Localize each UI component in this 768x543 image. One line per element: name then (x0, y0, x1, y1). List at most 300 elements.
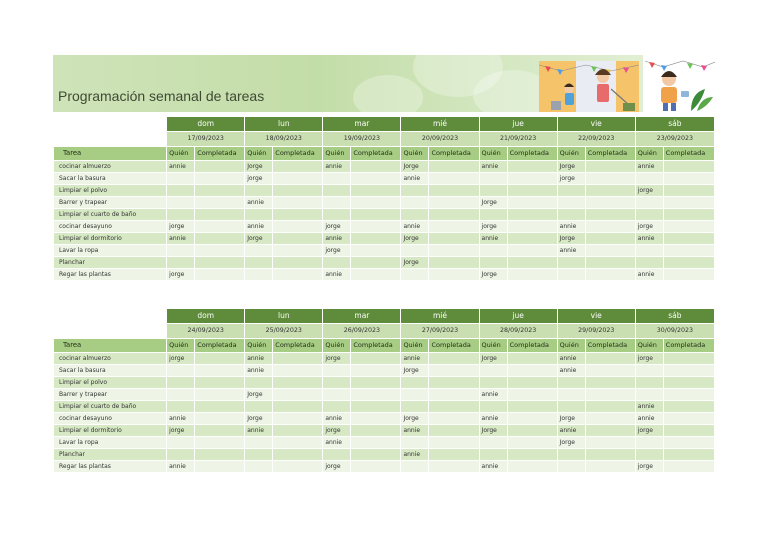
completed-cell[interactable] (429, 221, 479, 233)
completed-cell[interactable] (585, 245, 635, 257)
assignee-cell[interactable] (323, 401, 351, 413)
assignee-cell[interactable] (245, 209, 273, 221)
assignee-cell[interactable]: annie (401, 449, 429, 461)
completed-cell[interactable] (273, 161, 323, 173)
completed-cell[interactable] (507, 209, 557, 221)
completed-cell[interactable] (273, 185, 323, 197)
assignee-cell[interactable] (167, 185, 195, 197)
completed-cell[interactable] (663, 437, 714, 449)
completed-cell[interactable] (663, 449, 714, 461)
completed-cell[interactable] (429, 401, 479, 413)
assignee-cell[interactable]: annie (635, 161, 663, 173)
completed-cell[interactable] (507, 425, 557, 437)
completed-cell[interactable] (585, 425, 635, 437)
completed-cell[interactable] (351, 209, 401, 221)
assignee-cell[interactable] (479, 173, 507, 185)
assignee-cell[interactable] (635, 197, 663, 209)
completed-cell[interactable] (663, 173, 714, 185)
week-table-1 (53, 116, 715, 281)
completed-cell[interactable] (273, 413, 323, 425)
assignee-cell[interactable]: Jorge (557, 233, 585, 245)
completed-cell[interactable] (273, 377, 323, 389)
assignee-cell[interactable]: annie (245, 221, 273, 233)
assignee-cell[interactable] (167, 377, 195, 389)
assignee-cell[interactable] (167, 401, 195, 413)
assignee-cell[interactable]: annie (401, 353, 429, 365)
completed-cell[interactable] (429, 437, 479, 449)
assignee-cell[interactable] (323, 173, 351, 185)
assignee-cell[interactable] (167, 257, 195, 269)
completed-cell[interactable] (663, 185, 714, 197)
assignee-cell[interactable] (167, 365, 195, 377)
assignee-cell[interactable]: Jorge (401, 365, 429, 377)
completed-cell[interactable] (429, 185, 479, 197)
task-name-cell: Barrer y trapear (54, 389, 167, 401)
task-name-cell: Lavar la ropa (54, 437, 167, 449)
completed-cell[interactable] (351, 413, 401, 425)
completed-cell[interactable] (585, 257, 635, 269)
completed-cell[interactable] (585, 437, 635, 449)
assignee-cell[interactable] (401, 209, 429, 221)
assignee-cell[interactable]: annie (635, 401, 663, 413)
assignee-cell[interactable] (401, 245, 429, 257)
assignee-cell[interactable] (245, 185, 273, 197)
assignee-cell[interactable]: annie (557, 365, 585, 377)
completed-cell[interactable] (429, 233, 479, 245)
completed-cell[interactable] (663, 209, 714, 221)
completed-cell[interactable] (507, 401, 557, 413)
completed-cell[interactable] (663, 161, 714, 173)
completed-cell[interactable] (429, 257, 479, 269)
completed-cell[interactable] (351, 449, 401, 461)
completed-cell[interactable] (585, 449, 635, 461)
assignee-cell[interactable] (635, 389, 663, 401)
assignee-cell[interactable]: jorge (167, 221, 195, 233)
completed-cell[interactable] (195, 377, 245, 389)
assignee-cell[interactable] (323, 209, 351, 221)
completed-cell[interactable] (429, 269, 479, 281)
assignee-cell[interactable] (245, 437, 273, 449)
assignee-cell[interactable]: jorge (323, 461, 351, 473)
completed-cell[interactable] (273, 209, 323, 221)
assignee-cell[interactable] (479, 209, 507, 221)
assignee-cell[interactable]: annie (557, 221, 585, 233)
assignee-cell[interactable] (479, 365, 507, 377)
task-rows (54, 161, 715, 281)
assignee-cell[interactable]: annie (401, 221, 429, 233)
assignee-cell[interactable] (479, 377, 507, 389)
assignee-cell[interactable] (245, 269, 273, 281)
completed-cell[interactable] (273, 197, 323, 209)
completed-cell[interactable] (429, 245, 479, 257)
completed-cell[interactable] (585, 209, 635, 221)
assignee-cell[interactable]: jorge (323, 425, 351, 437)
assignee-cell[interactable] (167, 173, 195, 185)
completed-cell[interactable] (507, 221, 557, 233)
assignee-cell[interactable] (245, 257, 273, 269)
assignee-cell[interactable]: jorge (167, 269, 195, 281)
completed-cell[interactable] (195, 269, 245, 281)
completed-cell[interactable] (585, 365, 635, 377)
completed-cell[interactable] (351, 353, 401, 365)
assignee-cell[interactable] (401, 185, 429, 197)
assignee-cell[interactable]: annie (245, 365, 273, 377)
completed-cell[interactable] (663, 401, 714, 413)
who-column-header: Quién (557, 147, 585, 161)
assignee-cell[interactable] (245, 377, 273, 389)
assignee-cell[interactable] (323, 449, 351, 461)
completed-cell[interactable] (273, 245, 323, 257)
completed-cell[interactable] (507, 353, 557, 365)
assignee-cell[interactable]: jorge (167, 353, 195, 365)
completed-cell[interactable] (507, 377, 557, 389)
assignee-cell[interactable] (479, 245, 507, 257)
date-cell: 23/09/2023 (635, 132, 714, 147)
completed-cell[interactable] (429, 425, 479, 437)
assignee-cell[interactable] (323, 365, 351, 377)
assignee-cell[interactable] (557, 209, 585, 221)
completed-cell[interactable] (663, 365, 714, 377)
assignee-cell[interactable] (635, 209, 663, 221)
completed-cell[interactable] (585, 185, 635, 197)
assignee-cell[interactable]: Jorge (479, 425, 507, 437)
assignee-cell[interactable] (401, 389, 429, 401)
assignee-cell[interactable] (167, 437, 195, 449)
assignee-cell[interactable]: annie (323, 233, 351, 245)
assignee-cell[interactable]: annie (167, 161, 195, 173)
table-row (54, 413, 715, 425)
completed-cell[interactable] (351, 245, 401, 257)
done-column-header: Completada (195, 339, 245, 353)
assignee-cell[interactable]: annie (557, 245, 585, 257)
assignee-cell[interactable] (557, 401, 585, 413)
table-row (54, 353, 715, 365)
completed-cell[interactable] (351, 461, 401, 473)
completed-cell[interactable] (585, 389, 635, 401)
completed-cell[interactable] (351, 257, 401, 269)
assignee-cell[interactable]: Jorge (401, 413, 429, 425)
blank-cell (54, 324, 167, 339)
completed-cell[interactable] (273, 173, 323, 185)
assignee-cell[interactable]: annie (167, 461, 195, 473)
assignee-cell[interactable]: annie (479, 461, 507, 473)
completed-cell[interactable] (663, 245, 714, 257)
assignee-cell[interactable] (557, 389, 585, 401)
completed-cell[interactable] (195, 461, 245, 473)
assignee-cell[interactable]: annie (245, 197, 273, 209)
assignee-cell[interactable]: jorge (167, 425, 195, 437)
completed-cell[interactable] (507, 173, 557, 185)
completed-cell[interactable] (663, 221, 714, 233)
completed-cell[interactable] (273, 365, 323, 377)
completed-cell[interactable] (585, 377, 635, 389)
assignee-cell[interactable] (323, 197, 351, 209)
assignee-cell[interactable] (557, 461, 585, 473)
completed-cell[interactable] (585, 461, 635, 473)
assignee-cell[interactable] (479, 437, 507, 449)
completed-cell[interactable] (507, 413, 557, 425)
assignee-cell[interactable]: jorge (323, 353, 351, 365)
assignee-cell[interactable] (635, 437, 663, 449)
completed-cell[interactable] (585, 233, 635, 245)
completed-cell[interactable] (507, 269, 557, 281)
assignee-cell[interactable]: annie (323, 413, 351, 425)
assignee-cell[interactable] (167, 197, 195, 209)
completed-cell[interactable] (351, 425, 401, 437)
completed-cell[interactable] (585, 401, 635, 413)
assignee-cell[interactable]: annie (635, 269, 663, 281)
assignee-cell[interactable] (401, 269, 429, 281)
assignee-cell[interactable]: jorge (323, 221, 351, 233)
column-header-row (54, 147, 715, 161)
completed-cell[interactable] (273, 461, 323, 473)
assignee-cell[interactable]: Jorge (245, 389, 273, 401)
assignee-cell[interactable]: annie (401, 173, 429, 185)
completed-cell[interactable] (585, 269, 635, 281)
day-header: sáb (635, 309, 714, 324)
completed-cell[interactable] (429, 377, 479, 389)
completed-cell[interactable] (429, 413, 479, 425)
completed-cell[interactable] (663, 269, 714, 281)
completed-cell[interactable] (195, 365, 245, 377)
assignee-cell[interactable] (635, 257, 663, 269)
assignee-cell[interactable]: annie (401, 425, 429, 437)
assignee-cell[interactable] (557, 185, 585, 197)
completed-cell[interactable] (429, 449, 479, 461)
completed-cell[interactable] (663, 389, 714, 401)
completed-cell[interactable] (195, 161, 245, 173)
completed-cell[interactable] (351, 173, 401, 185)
assignee-cell[interactable]: jorge (557, 173, 585, 185)
assignee-cell[interactable] (479, 449, 507, 461)
assignee-cell[interactable]: Jorge (557, 437, 585, 449)
completed-cell[interactable] (429, 209, 479, 221)
assignee-cell[interactable]: annie (479, 161, 507, 173)
completed-cell[interactable] (663, 377, 714, 389)
assignee-cell[interactable] (479, 401, 507, 413)
assignee-cell[interactable] (635, 245, 663, 257)
completed-cell[interactable] (195, 401, 245, 413)
done-column-header: Completada (507, 339, 557, 353)
assignee-cell[interactable]: Jorge (401, 233, 429, 245)
assignee-cell[interactable]: jorge (245, 173, 273, 185)
completed-cell[interactable] (195, 197, 245, 209)
completed-cell[interactable] (429, 353, 479, 365)
completed-cell[interactable] (663, 413, 714, 425)
assignee-cell[interactable]: jorge (635, 221, 663, 233)
completed-cell[interactable] (429, 197, 479, 209)
assignee-cell[interactable] (635, 377, 663, 389)
assignee-cell[interactable]: jorge (635, 425, 663, 437)
completed-cell[interactable] (195, 221, 245, 233)
completed-cell[interactable] (195, 257, 245, 269)
date-cell: 17/09/2023 (167, 132, 245, 147)
assignee-cell[interactable]: jorge (635, 185, 663, 197)
assignee-cell[interactable]: Jorge (557, 161, 585, 173)
assignee-cell[interactable]: annie (557, 425, 585, 437)
assignee-cell[interactable]: annie (323, 161, 351, 173)
completed-cell[interactable] (585, 221, 635, 233)
completed-cell[interactable] (273, 353, 323, 365)
table-row (54, 161, 715, 173)
assignee-cell[interactable] (323, 185, 351, 197)
assignee-cell[interactable]: jorge (479, 221, 507, 233)
assignee-cell[interactable]: annie (557, 353, 585, 365)
completed-cell[interactable] (195, 437, 245, 449)
completed-cell[interactable] (273, 401, 323, 413)
completed-cell[interactable] (585, 197, 635, 209)
assignee-cell[interactable] (557, 197, 585, 209)
assignee-cell[interactable]: annie (479, 389, 507, 401)
completed-cell[interactable] (351, 437, 401, 449)
completed-cell[interactable] (351, 365, 401, 377)
completed-cell[interactable] (273, 425, 323, 437)
date-cell: 30/09/2023 (635, 324, 714, 339)
completed-cell[interactable] (507, 185, 557, 197)
completed-cell[interactable] (351, 401, 401, 413)
completed-cell[interactable] (351, 233, 401, 245)
assignee-cell[interactable]: Jorge (479, 353, 507, 365)
assignee-cell[interactable] (401, 197, 429, 209)
assignee-cell[interactable] (635, 449, 663, 461)
completed-cell[interactable] (273, 257, 323, 269)
completed-cell[interactable] (195, 173, 245, 185)
completed-cell[interactable] (273, 221, 323, 233)
completed-cell[interactable] (585, 161, 635, 173)
completed-cell[interactable] (351, 221, 401, 233)
assignee-cell[interactable] (323, 377, 351, 389)
completed-cell[interactable] (195, 233, 245, 245)
completed-cell[interactable] (429, 389, 479, 401)
completed-cell[interactable] (429, 461, 479, 473)
assignee-cell[interactable]: Jorge (245, 413, 273, 425)
completed-cell[interactable] (507, 257, 557, 269)
assignee-cell[interactable]: Jorge (479, 269, 507, 281)
completed-cell[interactable] (507, 389, 557, 401)
completed-cell[interactable] (507, 233, 557, 245)
assignee-cell[interactable]: jorge (635, 461, 663, 473)
completed-cell[interactable] (351, 269, 401, 281)
completed-cell[interactable] (507, 197, 557, 209)
completed-cell[interactable] (507, 449, 557, 461)
completed-cell[interactable] (663, 461, 714, 473)
completed-cell[interactable] (195, 425, 245, 437)
completed-cell[interactable] (663, 233, 714, 245)
task-name-cell: Limpiar el dormitorio (54, 425, 167, 437)
assignee-cell[interactable]: annie (323, 437, 351, 449)
completed-cell[interactable] (585, 173, 635, 185)
completed-cell[interactable] (663, 197, 714, 209)
completed-cell[interactable] (273, 449, 323, 461)
assignee-cell[interactable]: Jorge (401, 257, 429, 269)
assignee-cell[interactable]: annie (167, 233, 195, 245)
assignee-cell[interactable]: annie (635, 233, 663, 245)
page-title: Programación semanal de tareas (58, 88, 265, 104)
completed-cell[interactable] (351, 185, 401, 197)
assignee-cell[interactable] (557, 257, 585, 269)
assignee-cell[interactable] (401, 437, 429, 449)
completed-cell[interactable] (195, 245, 245, 257)
assignee-cell[interactable]: annie (479, 233, 507, 245)
assignee-cell[interactable] (167, 389, 195, 401)
completed-cell[interactable] (195, 209, 245, 221)
assignee-cell[interactable]: Jorge (245, 233, 273, 245)
assignee-cell[interactable]: annie (167, 413, 195, 425)
assignee-cell[interactable] (557, 449, 585, 461)
assignee-cell[interactable]: jorge (635, 353, 663, 365)
completed-cell[interactable] (507, 365, 557, 377)
completed-cell[interactable] (273, 389, 323, 401)
completed-cell[interactable] (429, 161, 479, 173)
assignee-cell[interactable]: Jorge (401, 161, 429, 173)
completed-cell[interactable] (273, 437, 323, 449)
assignee-cell[interactable] (401, 377, 429, 389)
assignee-cell[interactable] (479, 185, 507, 197)
completed-cell[interactable] (663, 257, 714, 269)
assignee-cell[interactable] (557, 377, 585, 389)
completed-cell[interactable] (351, 389, 401, 401)
assignee-cell[interactable] (245, 245, 273, 257)
date-cell: 21/09/2023 (479, 132, 557, 147)
assignee-cell[interactable] (167, 449, 195, 461)
completed-cell[interactable] (195, 413, 245, 425)
assignee-cell[interactable] (479, 257, 507, 269)
assignee-cell[interactable]: annie (323, 269, 351, 281)
assignee-cell[interactable] (401, 401, 429, 413)
completed-cell[interactable] (507, 245, 557, 257)
assignee-cell[interactable]: Jorge (479, 197, 507, 209)
completed-cell[interactable] (351, 161, 401, 173)
completed-cell[interactable] (507, 161, 557, 173)
completed-cell[interactable] (585, 353, 635, 365)
assignee-cell[interactable] (245, 401, 273, 413)
assignee-cell[interactable]: annie (479, 413, 507, 425)
completed-cell[interactable] (195, 353, 245, 365)
completed-cell[interactable] (429, 173, 479, 185)
assignee-cell[interactable]: annie (245, 425, 273, 437)
assignee-cell[interactable] (245, 449, 273, 461)
assignee-cell[interactable]: annie (245, 353, 273, 365)
assignee-cell[interactable] (323, 389, 351, 401)
completed-cell[interactable] (663, 353, 714, 365)
assignee-cell[interactable]: Jorge (557, 413, 585, 425)
assignee-cell[interactable] (167, 209, 195, 221)
assignee-cell[interactable] (401, 461, 429, 473)
assignee-cell[interactable] (167, 245, 195, 257)
completed-cell[interactable] (195, 185, 245, 197)
completed-cell[interactable] (585, 413, 635, 425)
completed-cell[interactable] (507, 461, 557, 473)
completed-cell[interactable] (195, 449, 245, 461)
completed-cell[interactable] (273, 233, 323, 245)
assignee-cell[interactable] (557, 269, 585, 281)
completed-cell[interactable] (273, 269, 323, 281)
assignee-cell[interactable] (245, 461, 273, 473)
completed-cell[interactable] (663, 425, 714, 437)
completed-cell[interactable] (195, 389, 245, 401)
completed-cell[interactable] (429, 365, 479, 377)
day-name-row (54, 309, 715, 324)
assignee-cell[interactable]: jorge (323, 245, 351, 257)
assignee-cell[interactable]: annie (635, 413, 663, 425)
assignee-cell[interactable] (323, 257, 351, 269)
assignee-cell[interactable] (635, 365, 663, 377)
assignee-cell[interactable]: Jorge (245, 161, 273, 173)
completed-cell[interactable] (507, 437, 557, 449)
completed-cell[interactable] (351, 197, 401, 209)
assignee-cell[interactable] (635, 173, 663, 185)
completed-cell[interactable] (351, 377, 401, 389)
